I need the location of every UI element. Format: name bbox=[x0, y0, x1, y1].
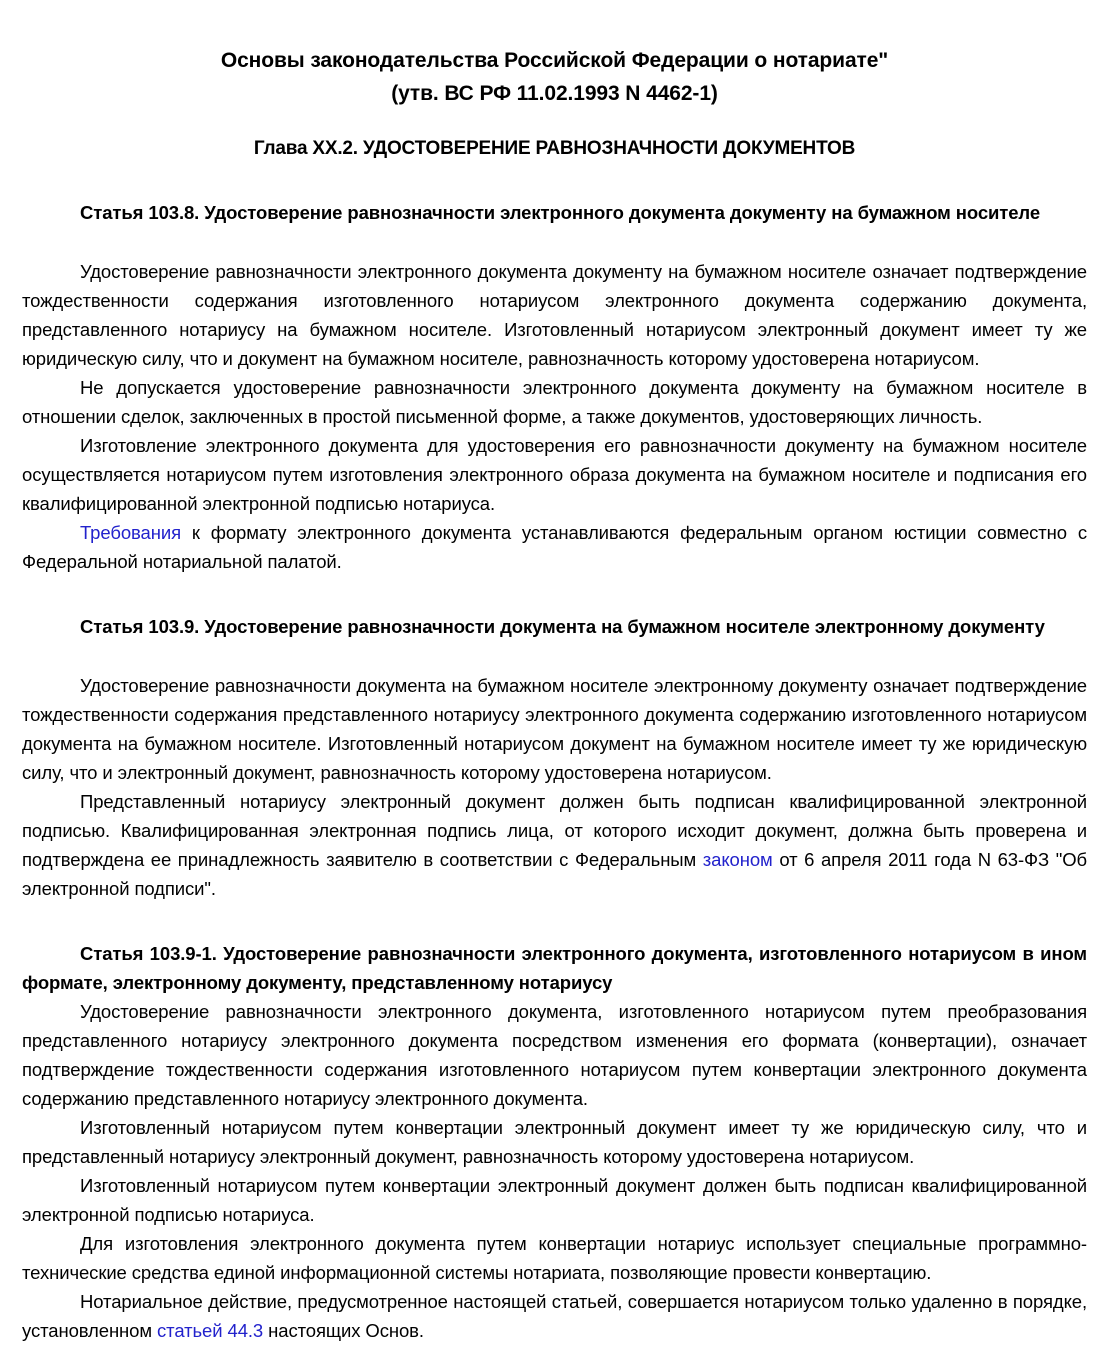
article-103-8-paragraph-4 bbox=[22, 518, 1087, 576]
article-103-8-paragraph-3: Изготовление электронного документа для удостоверения его равнозначности документу на бумажном носителе осуществляется нотариусом путем изготовления электронного образа документа на бумажном носителе и подписания его квалифицированной электронной подписью нотариуса. bbox=[22, 435, 1087, 514]
article-103-8-paragraph-4-rest: к формату электронного документа устанавливаются федеральным органом юстиции совместно с Федеральной нотариальной палатой. bbox=[22, 522, 1087, 572]
spacer bbox=[22, 162, 1087, 198]
article-103-9-1-paragraph-2: Изготовленный нотариусом путем конвертации электронный документ имеет ту же юридическую силу, что и представленный нотариусу электронный документ, равнозначность которому удостоверена нотариусом. bbox=[22, 1117, 1087, 1167]
article-103-9-heading: Статья 103.9. Удостоверение равнозначности документа на бумажном носителе электронному документу bbox=[80, 616, 1045, 637]
chapter-title: Глава XX.2. УДОСТОВЕРЕНИЕ РАВНОЗНАЧНОСТИ ДОКУМЕНТОВ bbox=[253, 138, 856, 159]
trebovaniya-link[interactable]: Требования bbox=[80, 522, 181, 543]
article-103-9 bbox=[22, 612, 1087, 903]
article-103-9-1-paragraph-4: Для изготовления электронного документа путем конвертации нотариус использует специальные программно-технические средства единой информационной системы нотариата, позволяющие провести конвертацию. bbox=[22, 1233, 1087, 1283]
article-103-9-1-paragraph-5-before: Нотариальное действие, предусмотренное настоящей статьей, совершается нотариусом только удаленно в порядке, установленном bbox=[22, 1291, 1087, 1341]
article-103-8-paragraph-1: Удостоверение равнозначности электронного документа документу на бумажном носителе означает подтверждение тождественности содержания изготовленного нотариусом электронного документа содержанию документа, представленного нотариусу на бумажном носителе. Изготовленный нотариусом электронный документ имеет ту же юридическую силу, что и документ на бумажном носителе, равнозначность которому удостоверена нотариусом. bbox=[22, 261, 1087, 369]
document-title bbox=[22, 44, 1087, 110]
article-103-9-paragraph-1: Удостоверение равнозначности документа на бумажном носителе электронному документу означает подтверждение тождественности содержания представленного нотариусу электронного документа содержанию изготовленного нотариусом документа на бумажном носителе. Изготовленный нотариусом документ на бумажном носителе имеет ту же юридическую силу, что и электронный документ, равнозначность которому удостоверена нотариусом. bbox=[22, 675, 1087, 783]
article-103-9-1-paragraph-5-rest: настоящих Основ. bbox=[263, 1320, 424, 1341]
spacer bbox=[22, 641, 1087, 671]
article-103-9-1-paragraph-3: Изготовленный нотариусом путем конвертации электронный документ должен быть подписан квалифицированной электронной подписью нотариуса. bbox=[22, 1175, 1087, 1225]
article-103-8-paragraph-2: Не допускается удостоверение равнозначности электронного документа документу на бумажном носителе в отношении сделок, заключенных в простой письменной форме, а также документов, удостоверяющих личность. bbox=[22, 377, 1087, 427]
article-103-9-paragraph-2 bbox=[22, 787, 1087, 903]
article-103-9-1 bbox=[22, 939, 1087, 1345]
spacer bbox=[22, 227, 1087, 257]
zakonom-link[interactable]: законом bbox=[702, 849, 773, 870]
article-103-8-heading: Статья 103.8. Удостоверение равнозначности электронного документа документу на бумажном носителе bbox=[80, 202, 1041, 223]
article-103-9-1-paragraph-1: Удостоверение равнозначности электронного документа, изготовленного нотариусом путем преобразования представленного нотариусу электронного документа посредством изменения его формата (конвертации), означает подтверждение тождественности содержания изготовленного нотариусом путем конвертации электронного документа содержанию представленного нотариусу электронного документа. bbox=[22, 1001, 1087, 1109]
document-title-line-1: Основы законодательства Российской Федерации о нотариате" bbox=[220, 49, 889, 72]
article-103-9-1-paragraph-5 bbox=[22, 1287, 1087, 1345]
document-title-line-2: (утв. ВС РФ 11.02.1993 N 4462-1) bbox=[391, 82, 718, 105]
spacer bbox=[22, 576, 1087, 612]
article-103-9-paragraph-2-rest: от 6 апреля 2011 года N 63-ФЗ "Об электронной подписи". bbox=[22, 849, 1087, 899]
spacer bbox=[22, 903, 1087, 939]
article-103-9-paragraph-2-before: Представленный нотариусу электронный документ должен быть подписан квалифицированной электронной подписью. Квалифицированная электронная подпись лица, от которого исходит документ, должна быть проверена и подтверждена ее принадлежность заявителю в соответствии с Федеральным bbox=[22, 791, 1087, 870]
statya-44-3-link[interactable]: статьей 44.3 bbox=[157, 1320, 264, 1341]
article-103-8 bbox=[22, 198, 1087, 576]
article-103-9-1-heading: Статья 103.9-1. Удостоверение равнозначности электронного документа, изготовленного нотариусом в ином формате, электронному документу, представленному нотариусу bbox=[22, 943, 1087, 993]
